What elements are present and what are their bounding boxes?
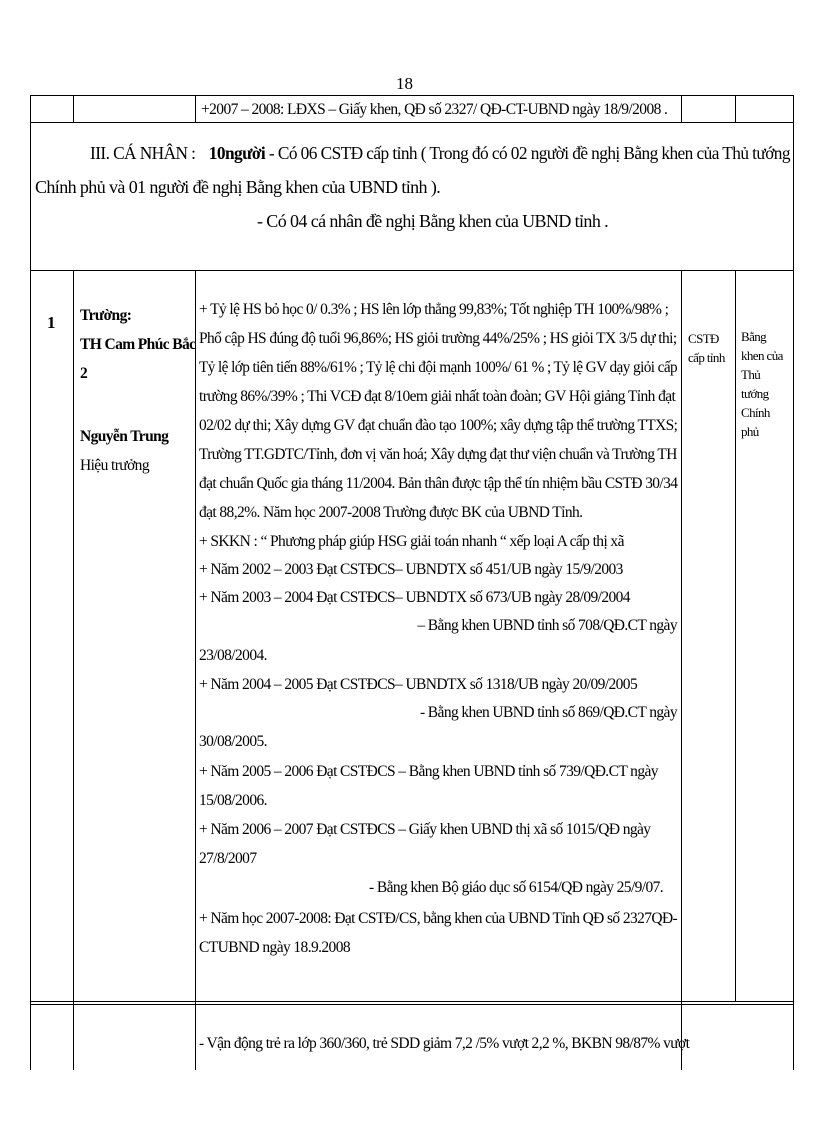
achievement-line: – Bằng khen UBND tỉnh số 708/QĐ.CT ngày <box>417 617 677 634</box>
col-divider-4 <box>735 95 736 122</box>
proposal-line: tướng <box>741 386 769 401</box>
col-divider-1-lower <box>73 270 74 1070</box>
col-divider-4-lower <box>735 270 736 1001</box>
proposal-line: Bằng <box>741 329 767 344</box>
entry-number: 1 <box>47 313 56 332</box>
col-divider-2 <box>195 95 196 122</box>
achievement-line: đạt chuẩn Quốc gia tháng 11/2004. Bản thân được tập thể tín nhiệm bầu CSTĐ 30/34 <box>199 475 678 492</box>
bottom-row-top-border <box>30 1004 794 1005</box>
section-line-2: Chính phủ và 01 người đề nghị Bằng khen của UBND tỉnh ). <box>35 177 441 197</box>
achievement-line: Phổ cập HS đúng độ tuổi 96,86%; HS giỏi trường 44%/25% ; HS giỏi TX 3/5 dự thi; <box>199 330 677 347</box>
col-divider-3-lower <box>681 270 682 1070</box>
proposal-line: khen của <box>741 348 783 363</box>
table-left-border <box>30 95 31 1070</box>
award-level-2: cấp tỉnh <box>688 350 725 365</box>
col-divider-2-lower <box>195 270 196 1070</box>
achievement-line: + Tỷ lệ HS bỏ học 0/ 0.3% ; HS lên lớp thẳng 99,83%; Tốt nghiệp TH 100%/98% ; <box>199 301 669 318</box>
entry-row-bottom-border <box>30 1001 794 1002</box>
achievement-line: đạt 88,2%. Năm học 2007-2008 Trường được BK của UBND Tỉnh. <box>199 504 583 521</box>
achievement-line: 30/08/2005. <box>199 733 267 750</box>
top-row-bottom-border <box>30 122 794 123</box>
achievement-line: - Bằng khen Bộ giáo dục số 6154/QĐ ngày 25/9/07. <box>369 879 664 896</box>
achievement-line: CTUBND ngày 18.9.2008 <box>199 939 351 956</box>
unit-label: Trường: <box>80 307 132 324</box>
achievement-line: + Năm 2004 – 2005 Đạt CSTĐCS– UBNDTX số 1318/UB ngày 20/09/2005 <box>199 676 638 693</box>
achievement-line: trường 86%/39% ; Thi VCĐ đạt 8/10em giải nhất toàn đoàn; GV Hội giảng Tỉnh đạt <box>199 388 676 405</box>
section-heading: III. CÁ NHÂN : <box>90 143 196 163</box>
section-count: 10người <box>208 143 266 163</box>
achievement-line: - Bằng khen UBND tỉnh số 869/QĐ.CT ngày <box>419 704 677 721</box>
achievement-line: Trường TT.GDTC/Tỉnh, đơn vị văn hoá; Xây dựng đạt thư viện chuẩn và Trường TH <box>199 446 677 463</box>
table-right-border <box>793 95 794 1070</box>
table-top-border <box>30 95 794 96</box>
achievement-line: 15/08/2006. <box>199 792 267 809</box>
col-divider-1 <box>73 95 74 122</box>
achievement-line: + Năm 2002 – 2003 Đạt CSTĐCS– UBNDTX số 451/UB ngày 15/9/2003 <box>199 561 623 578</box>
achievement-line: + Năm 2003 – 2004 Đạt CSTĐCS– UBNDTX số 673/UB ngày 28/09/2004 <box>199 589 630 606</box>
top-row-content: +2007 – 2008: LĐXS – Giấy khen, QĐ số 2327/ QĐ-CT-UBND ngày 18/9/2008 . <box>201 101 668 118</box>
section-line-3: - Có 04 cá nhân đề nghị Bằng khen của UBND tỉnh . <box>257 211 609 231</box>
achievement-line: 27/8/2007 <box>199 850 257 867</box>
unit-name-2: 2 <box>80 365 88 382</box>
proposal-line: Chính <box>741 405 770 420</box>
unit-name-1: TH Cam Phúc Bắc <box>80 336 196 353</box>
achievement-line: Tỷ lệ lớp tiên tiến 88%/61% ; Tỷ lệ chi đội mạnh 100%/ 61 % ; Tỷ lệ GV dạy giỏi cấp <box>199 359 678 376</box>
achievement-line: + Năm 2006 – 2007 Đạt CSTĐCS – Giấy khen UBND thị xã số 1015/QĐ ngày <box>199 821 651 838</box>
proposal-line: phủ <box>741 424 759 439</box>
bottom-row-content: - Vận động trẻ ra lớp 360/360, trẻ SDD giảm 7,2 /5% vượt 2,2 %, BKBN 98/87% vượt <box>199 1035 690 1052</box>
achievement-line: + SKKN : “ Phương pháp giúp HSG giải toán nhanh “ xếp loại A cấp thị xã <box>199 533 624 550</box>
award-level-1: CSTĐ <box>688 331 719 346</box>
achievement-line: 23/08/2004. <box>199 647 267 664</box>
achievement-line: + Năm học 2007-2008: Đạt CSTĐ/CS, bằng khen của UBND Tỉnh QĐ số 2327QĐ- <box>199 910 678 927</box>
section-row-bottom-border <box>30 270 794 271</box>
page-number: 18 <box>396 74 413 93</box>
proposal-line: Thủ <box>741 367 761 382</box>
person-name: Nguyễn Trung <box>80 428 169 445</box>
person-title: Hiệu trưởng <box>80 457 149 474</box>
col-divider-3 <box>681 95 682 122</box>
achievement-line: + Năm 2005 – 2006 Đạt CSTĐCS – Bằng khen UBND tỉnh số 739/QĐ.CT ngày <box>199 763 658 780</box>
achievement-line: 02/02 dự thi; Xây dựng GV đạt chuẩn đào tạo 100%; xây dựng tập thể trường TTXS; <box>199 417 678 434</box>
section-line1-rest: - Có 06 CSTĐ cấp tỉnh ( Trong đó có 02 người đề nghị Bằng khen của Thủ tướng <box>268 143 790 163</box>
section-line-1 <box>90 141 790 165</box>
